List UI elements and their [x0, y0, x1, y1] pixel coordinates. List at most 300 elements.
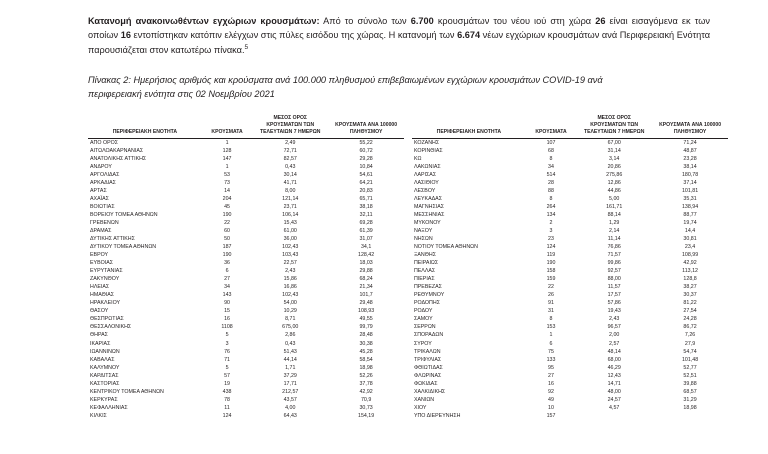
- cell-per100k: 154,19: [358, 412, 375, 419]
- header-spacer-cases-2: [202, 122, 253, 129]
- cell-per100k: 101,7: [359, 292, 373, 299]
- table-row: [412, 372, 728, 380]
- cell-region: ΧΑΝΙΩΝ: [413, 396, 435, 403]
- table-row: [88, 203, 404, 211]
- cell-cases: 78: [224, 396, 230, 403]
- cell-per100k: 49,55: [359, 316, 373, 323]
- intro-text-3: είναι εισαγόμενα εκ των οποίων: [88, 16, 710, 41]
- cell-region: ΛΕΥΚΑΔΑΣ: [413, 195, 442, 202]
- cell-cases: 28: [548, 179, 554, 186]
- cell-cases: 45: [224, 203, 230, 210]
- cell-cases: 26: [548, 292, 554, 299]
- cell-cases: 158: [546, 268, 556, 275]
- table-row: [88, 316, 404, 324]
- table-row: [412, 324, 728, 332]
- tables-container: [88, 115, 728, 420]
- intro-paragraph: [88, 14, 728, 57]
- table-row: [412, 251, 728, 259]
- cell-region: ΧΙΟΥ: [413, 404, 427, 411]
- cell-cases: 147: [222, 155, 232, 162]
- intro-text-2: κρουσμάτων του νέου ιού στη χώρα: [433, 16, 596, 26]
- table-row: [412, 299, 728, 307]
- intro-lead: Κατανομή ανακοινωθέντων εγχώριων κρουσμάτων:: [88, 16, 320, 26]
- cell-region: ΣΕΡΡΩΝ: [413, 324, 436, 331]
- cell-cases: 2: [549, 220, 553, 227]
- table-row: [88, 332, 404, 340]
- cell-region: ΚΑΡΔΙΤΣΑΣ: [90, 372, 119, 379]
- table-row: [412, 138, 728, 147]
- cell-region: ΑΝΔΡΟΥ: [90, 163, 112, 170]
- header-cases: ΚΡΟΥΣΜΑΤΑ: [202, 129, 253, 138]
- table-row: [412, 332, 728, 340]
- cell-cases: 75: [548, 348, 554, 355]
- cell-avg7: 99,86: [607, 260, 621, 267]
- table-row: [88, 227, 404, 235]
- cell-avg7: 4,00: [285, 404, 296, 411]
- cell-avg7: 2,43: [285, 268, 296, 275]
- cell-cases: 92: [548, 388, 554, 395]
- cell-region: ΔΥΤΙΚΟΥ ΤΟΜΕΑ ΑΘΗΝΩΝ: [90, 244, 157, 251]
- cell-region: ΒΟΙΩΤΙΑΣ: [90, 203, 115, 210]
- cell-region: ΒΟΡΕΙΟΥ ΤΟΜΕΑ ΑΘΗΝΩΝ: [90, 212, 158, 219]
- cell-per100k: 23,28: [683, 155, 697, 162]
- table-row: [88, 404, 404, 412]
- cell-avg7: 102,43: [282, 292, 299, 299]
- cell-cases: 68: [548, 147, 554, 154]
- table-row: [412, 380, 728, 388]
- cell-cases: 438: [222, 388, 232, 395]
- cell-avg7: 96,57: [607, 324, 621, 331]
- table-row: [412, 275, 728, 283]
- table-row: [412, 364, 728, 372]
- cell-avg7: 106,14: [282, 212, 299, 219]
- cell-cases: 95: [548, 364, 554, 371]
- cell-avg7: 61,00: [283, 228, 297, 235]
- cell-per100k: 68,57: [683, 388, 697, 395]
- cell-cases: 90: [224, 300, 230, 307]
- cell-avg7: 30,14: [283, 171, 297, 178]
- cell-cases: 91: [548, 300, 554, 307]
- table-row: [88, 388, 404, 396]
- cell-per100k: 86,72: [683, 324, 697, 331]
- cell-cases: 73: [224, 179, 230, 186]
- cell-region: ΚΩ: [413, 155, 422, 162]
- table-row: [412, 283, 728, 291]
- cell-avg7: 275,86: [606, 171, 623, 178]
- header-avg-mid-r: ΚΡΟΥΣΜΑΤΩΝ ΤΩΝ: [590, 122, 639, 129]
- cell-avg7: 2,43: [609, 316, 620, 323]
- cell-region: ΔΥΤΙΚΗΣ ΑΤΤΙΚΗΣ: [90, 236, 135, 243]
- table-row: [88, 138, 404, 147]
- header-spacer-cases-2r: [526, 122, 577, 129]
- table-row: [412, 396, 728, 404]
- table-row: [88, 267, 404, 275]
- table-row: [412, 291, 728, 299]
- table-row: [88, 155, 404, 163]
- cell-avg7: 54,00: [283, 300, 297, 307]
- cell-region: ΤΡΙΚΑΛΩΝ: [413, 348, 441, 355]
- cell-per100k: 128,8: [683, 276, 697, 283]
- cell-region: ΠΡΕΒΕΖΑΣ: [413, 284, 442, 291]
- table-header-mid-row-r: [412, 122, 728, 129]
- cell-avg7: 67,00: [607, 139, 621, 146]
- cell-region: ΑΡΓΟΛΙΔΑΣ: [90, 171, 120, 178]
- table-row: [88, 195, 404, 203]
- intro-text-4: εντοπίστηκαν κατόπιν ελέγχων στις πύλες εισόδου της χώρας. Η κατανομή των: [130, 30, 458, 41]
- cell-avg7: 11,57: [607, 284, 621, 291]
- cell-cases: 514: [546, 171, 556, 178]
- cell-cases: 49: [548, 396, 554, 403]
- table-header-top-row-r: [412, 115, 728, 122]
- table-header-bottom-row-r: [412, 129, 728, 138]
- cell-region: ΛΑΣΙΘΙΟΥ: [413, 179, 439, 186]
- table-row: [412, 179, 728, 187]
- cell-avg7: 1,29: [609, 220, 620, 227]
- cell-avg7: 57,86: [607, 300, 621, 307]
- cell-region: ΙΚΑΡΙΑΣ: [90, 340, 111, 347]
- cell-avg7: 121,14: [282, 195, 299, 202]
- cell-cases: 190: [222, 252, 232, 259]
- header-per-bottom: ΠΛΗΘΥΣΜΟΥ: [328, 129, 404, 138]
- cell-region: ΚΕΡΚΥΡΑΣ: [90, 396, 118, 403]
- cell-region: ΘΑΣΟΥ: [90, 308, 109, 315]
- cell-region: ΥΠΟ ΔΙΕΡΕΥΝΗΣΗ: [413, 412, 461, 419]
- table-row: [412, 412, 728, 420]
- cell-cases: 190: [546, 260, 556, 267]
- cell-per100k: 27,54: [683, 308, 697, 315]
- cell-region: ΣΥΡΟΥ: [413, 340, 432, 347]
- table-row: [412, 235, 728, 243]
- header-per-mid: ΚΡΟΥΣΜΑΤΑ ΑΝΑ 100000: [335, 122, 398, 129]
- header-cases-r: ΚΡΟΥΣΜΑΤΑ: [526, 129, 577, 138]
- cell-per100k: 101,48: [681, 356, 699, 363]
- table-row: [88, 364, 404, 372]
- cell-per100k: 52,51: [683, 372, 697, 379]
- cell-region: ΗΡΑΚΛΕΙΟΥ: [90, 300, 121, 307]
- cell-per100k: 71,24: [683, 139, 697, 146]
- cell-per100k: 29,88: [359, 268, 373, 275]
- cell-per100k: 30,37: [683, 292, 697, 299]
- cell-per100k: 39,88: [683, 380, 697, 387]
- table-row: [412, 203, 728, 211]
- cell-cases: 31: [548, 308, 554, 315]
- table-row: [412, 211, 728, 219]
- cell-region: ΡΟΔΟΥ: [413, 308, 433, 315]
- cell-avg7: 8,71: [285, 316, 296, 323]
- table-row: [412, 356, 728, 364]
- cell-avg7: 20,86: [607, 163, 621, 170]
- cell-region: ΘΕΣΠΡΩΤΙΑΣ: [90, 316, 124, 323]
- cell-cases: 76: [224, 348, 230, 355]
- cell-region: ΗΛΕΙΑΣ: [90, 284, 110, 291]
- cell-avg7: 4,57: [609, 404, 620, 411]
- table-row: [88, 179, 404, 187]
- cell-per100k: 52,77: [683, 364, 697, 371]
- cell-avg7: 2,86: [285, 332, 296, 339]
- cell-per100k: 108,99: [681, 252, 699, 259]
- cell-avg7: 103,43: [282, 252, 299, 259]
- cell-per100k: 21,34: [359, 284, 373, 291]
- cell-region: ΛΑΡΙΣΑΣ: [413, 171, 437, 178]
- cell-cases: 50: [224, 236, 230, 243]
- cell-cases: 133: [546, 356, 556, 363]
- cell-region: ΚΑΣΤΟΡΙΑΣ: [90, 380, 120, 387]
- table-row: [88, 396, 404, 404]
- cell-cases: 34: [548, 163, 554, 170]
- cell-cases: 264: [546, 203, 556, 210]
- cell-cases: 6: [225, 268, 229, 275]
- footnote-marker: 5: [244, 43, 249, 51]
- cell-per100k: 37,78: [359, 380, 373, 387]
- table-header-top-row: [88, 115, 404, 122]
- cell-per100k: 19,74: [683, 220, 697, 227]
- cell-cases: 5: [225, 332, 229, 339]
- cell-region: ΦΛΩΡΙΝΑΣ: [413, 372, 442, 379]
- cell-per100k: 88,77: [683, 212, 697, 219]
- cell-region: ΜΥΚΟΝΟΥ: [413, 220, 441, 227]
- cell-avg7: 3,14: [609, 155, 620, 162]
- cell-region: ΚΟΡΙΝΘΙΑΣ: [413, 147, 443, 154]
- cell-region: ΑΡΚΑΔΙΑΣ: [90, 179, 116, 186]
- cell-region: ΑΧΑΪΑΣ: [90, 195, 109, 202]
- cell-avg7: 82,57: [283, 155, 297, 162]
- cell-cases: 1108: [221, 324, 233, 331]
- cell-cases: 8: [549, 195, 553, 202]
- table-row: [88, 340, 404, 348]
- table-header-bottom-row: [88, 129, 404, 138]
- cell-region: ΕΒΡΟΥ: [90, 252, 109, 259]
- cell-per100k: 24,28: [683, 316, 697, 323]
- cell-region: ΧΑΛΚΙΔΙΚΗΣ: [413, 388, 446, 395]
- cell-per100k: 99,79: [359, 324, 373, 331]
- cell-cases: 159: [546, 276, 556, 283]
- cell-cases: 157: [546, 412, 556, 419]
- regions-table-right-body: [412, 138, 728, 420]
- cell-avg7: 5,00: [609, 195, 620, 202]
- intro-checked: 16: [120, 30, 131, 41]
- cell-cases: 128: [222, 147, 232, 154]
- cell-cases: 1: [225, 139, 229, 146]
- table-row: [412, 340, 728, 348]
- table-row: [88, 171, 404, 179]
- cell-avg7: 212,57: [282, 388, 299, 395]
- cell-avg7: 92,57: [607, 268, 621, 275]
- header-avg-top: ΜΕΣΟΣ ΟΡΟΣ: [273, 115, 307, 122]
- cell-per100k: 48,87: [683, 147, 697, 154]
- cell-per100k: 28,48: [359, 332, 373, 339]
- cell-avg7: 12,86: [607, 179, 621, 186]
- cell-region: ΖΑΚΥΝΘΟΥ: [90, 276, 120, 283]
- cell-avg7: 22,57: [283, 260, 297, 267]
- cell-avg7: 2,00: [609, 332, 620, 339]
- cell-avg7: 2,49: [285, 139, 296, 146]
- cell-per100k: 180,78: [681, 171, 699, 178]
- cell-avg7: 41,71: [283, 179, 297, 186]
- cell-per100k: 42,92: [683, 260, 697, 267]
- cell-avg7: 68,00: [607, 356, 621, 363]
- cell-per100k: 128,42: [358, 252, 375, 259]
- cell-per100k: 20,83: [359, 187, 373, 194]
- cell-avg7: 675,00: [282, 324, 299, 331]
- table-caption: Πίνακας 2: Ημερήσιος αριθμός και κρούσματα ανά 100.000 πληθυσμού επιβεβαιωμένων εγχώριων κρουσμάτων COVID-19 ανά περιφερειακή ενότητα στις 02 Νοεμβρίου 2021: [88, 74, 603, 100]
- table-row: [88, 299, 404, 307]
- table-row: [412, 348, 728, 356]
- cell-avg7: 24,57: [607, 396, 621, 403]
- table-row: [88, 283, 404, 291]
- cell-avg7: 46,29: [607, 364, 621, 371]
- cell-per100k: 58,54: [359, 356, 373, 363]
- intro-domestic: 6.674: [457, 30, 481, 41]
- cell-cases: 124: [222, 412, 232, 419]
- regions-table-left-body: [88, 138, 404, 420]
- cell-per100k: 38,18: [359, 203, 373, 210]
- table-row: [412, 227, 728, 235]
- cell-region: ΝΗΣΩΝ: [413, 236, 433, 243]
- table-row: [88, 356, 404, 364]
- table-row: [412, 243, 728, 251]
- cell-avg7: 15,43: [283, 220, 297, 227]
- cell-avg7: 10,29: [283, 308, 297, 315]
- cell-avg7: 71,57: [607, 252, 621, 259]
- table-row: [412, 316, 728, 324]
- cell-per100k: 27,9: [684, 340, 696, 347]
- table-row: [88, 147, 404, 155]
- cell-per100k: 31,29: [683, 396, 697, 403]
- cell-per100k: 37,14: [683, 179, 697, 186]
- cell-avg7: 88,00: [607, 276, 621, 283]
- cell-region: ΘΕΣΣΑΛΟΝΙΚΗΣ: [90, 324, 132, 331]
- cell-cases: 88: [548, 187, 554, 194]
- cell-per100k: 18,98: [683, 404, 697, 411]
- cell-cases: 5: [225, 364, 229, 371]
- intro-text-5: νέων εγχώριων κρουσμάτων ανά Περιφερειακή Ενότητα παρουσιάζεται στον κατωτέρω πίνακα.: [88, 30, 711, 55]
- cell-cases: 16: [224, 316, 230, 323]
- cell-per100k: 29,28: [359, 155, 373, 162]
- table-row: [412, 187, 728, 195]
- cell-avg7: 8,00: [285, 187, 296, 194]
- cell-per100k: 38,27: [683, 284, 697, 291]
- header-per-top-r: [652, 115, 728, 122]
- cell-per100k: 45,28: [359, 348, 373, 355]
- table-row: [88, 219, 404, 227]
- table-row: [88, 251, 404, 259]
- header-spacer-region-2: [88, 122, 202, 129]
- cell-cases: 10: [548, 404, 554, 411]
- cell-per100k: [652, 412, 728, 420]
- table-row: [88, 235, 404, 243]
- cell-region: ΝΟΤΙΟΥ ΤΟΜΕΑ ΑΘΗΝΩΝ: [413, 244, 478, 251]
- cell-cases: 8: [549, 155, 553, 162]
- cell-per100k: 68,24: [359, 276, 373, 283]
- cell-cases: 204: [222, 195, 232, 202]
- cell-avg7: 31,14: [607, 147, 621, 154]
- cell-region: ΑΙΤΩΛΟΑΚΑΡΝΑΝΙΑΣ: [90, 147, 144, 154]
- cell-cases: 60: [224, 228, 230, 235]
- cell-per100k: 65,71: [359, 195, 373, 202]
- cell-cases: 15: [224, 308, 230, 315]
- cell-avg7: 17,57: [607, 292, 621, 299]
- cell-region: ΚΕΝΤΡΙΚΟΥ ΤΟΜΕΑ ΑΘΗΝΩΝ: [90, 388, 164, 395]
- table-row: [412, 155, 728, 163]
- cell-cases: 22: [224, 220, 230, 227]
- cell-per100k: 60,72: [359, 147, 373, 154]
- cell-per100k: 55,22: [359, 139, 373, 146]
- cell-avg7: 51,43: [283, 348, 297, 355]
- intro-imported: 26: [595, 16, 606, 26]
- cell-avg7: 11,14: [607, 236, 621, 243]
- table-row: [88, 243, 404, 251]
- cell-per100k: 23,4: [684, 244, 696, 251]
- cell-region: ΛΑΚΩΝΙΑΣ: [413, 163, 441, 170]
- table-row: [88, 324, 404, 332]
- cell-cases: 57: [224, 372, 230, 379]
- cell-cases: 19: [224, 380, 230, 387]
- cell-region: ΡΕΘΥΜΝΟΥ: [413, 292, 445, 299]
- cell-cases: 3: [549, 228, 553, 235]
- header-avg-bottom: ΤΕΛΕΥΤΑΙΩΝ 7 ΗΜΕΡΩΝ: [252, 129, 328, 138]
- cell-avg7: 0,43: [285, 340, 296, 347]
- cell-per100k: 81,22: [683, 300, 697, 307]
- cell-per100k: 30,38: [359, 340, 373, 347]
- cell-per100k: 30,81: [683, 236, 697, 243]
- cell-region: ΘΗΡΑΣ: [90, 332, 108, 339]
- cell-cases: 14: [224, 187, 230, 194]
- cell-avg7: 19,43: [607, 308, 621, 315]
- cell-per100k: 14,4: [684, 228, 696, 235]
- cell-per100k: 138,94: [681, 203, 699, 210]
- cell-region: ΚΟΖΑΝΗΣ: [413, 139, 440, 146]
- cell-region: ΚΙΛΚΙΣ: [90, 412, 107, 419]
- cell-cases: 124: [546, 244, 556, 251]
- cell-cases: 187: [222, 244, 232, 251]
- cell-region: ΓΡΕΒΕΝΩΝ: [90, 220, 119, 227]
- cell-region: ΜΑΓΝΗΣΙΑΣ: [413, 203, 445, 210]
- cell-per100k: 35,31: [683, 195, 697, 202]
- cell-per100k: 108,93: [358, 308, 375, 315]
- header-spacer-region: [88, 115, 202, 122]
- cell-avg7: 1,71: [285, 364, 296, 371]
- table-row: [88, 291, 404, 299]
- cell-per100k: 31,07: [359, 236, 373, 243]
- table-row: [412, 163, 728, 171]
- cell-region: ΛΕΣΒΟΥ: [413, 187, 436, 194]
- cell-per100k: 18,03: [359, 260, 373, 267]
- cell-avg7: 102,43: [282, 244, 299, 251]
- cell-avg7: 64,43: [283, 412, 297, 419]
- cell-region: ΚΑΛΥΜΝΟΥ: [90, 364, 120, 371]
- intro-text-1: Από το σύνολο των: [319, 16, 411, 26]
- cell-cases: 23: [548, 236, 554, 243]
- table-row: [88, 348, 404, 356]
- cell-avg7: 12,43: [607, 372, 621, 379]
- cell-region: ΑΝΑΤΟΛΙΚΗΣ ΑΤΤΙΚΗΣ: [90, 155, 147, 162]
- table-row: [88, 372, 404, 380]
- header-per-top: [328, 115, 404, 122]
- cell-per100k: 113,12: [682, 268, 698, 275]
- cell-region: ΡΟΔΟΠΗΣ: [413, 300, 440, 307]
- cell-region: ΗΜΑΘΙΑΣ: [90, 292, 115, 299]
- cell-avg7: 48,14: [607, 348, 621, 355]
- cell-per100k: 64,21: [359, 179, 373, 186]
- cell-avg7: 23,71: [283, 203, 297, 210]
- cell-per100k: 18,98: [359, 364, 373, 371]
- cell-per100k: 101,81: [681, 187, 699, 194]
- table-row: [412, 404, 728, 412]
- cell-per100k: 34,1: [360, 244, 372, 251]
- cell-avg7: 2,14: [609, 228, 620, 235]
- cell-per100k: 42,92: [359, 388, 373, 395]
- cell-per100k: 7,26: [684, 332, 696, 339]
